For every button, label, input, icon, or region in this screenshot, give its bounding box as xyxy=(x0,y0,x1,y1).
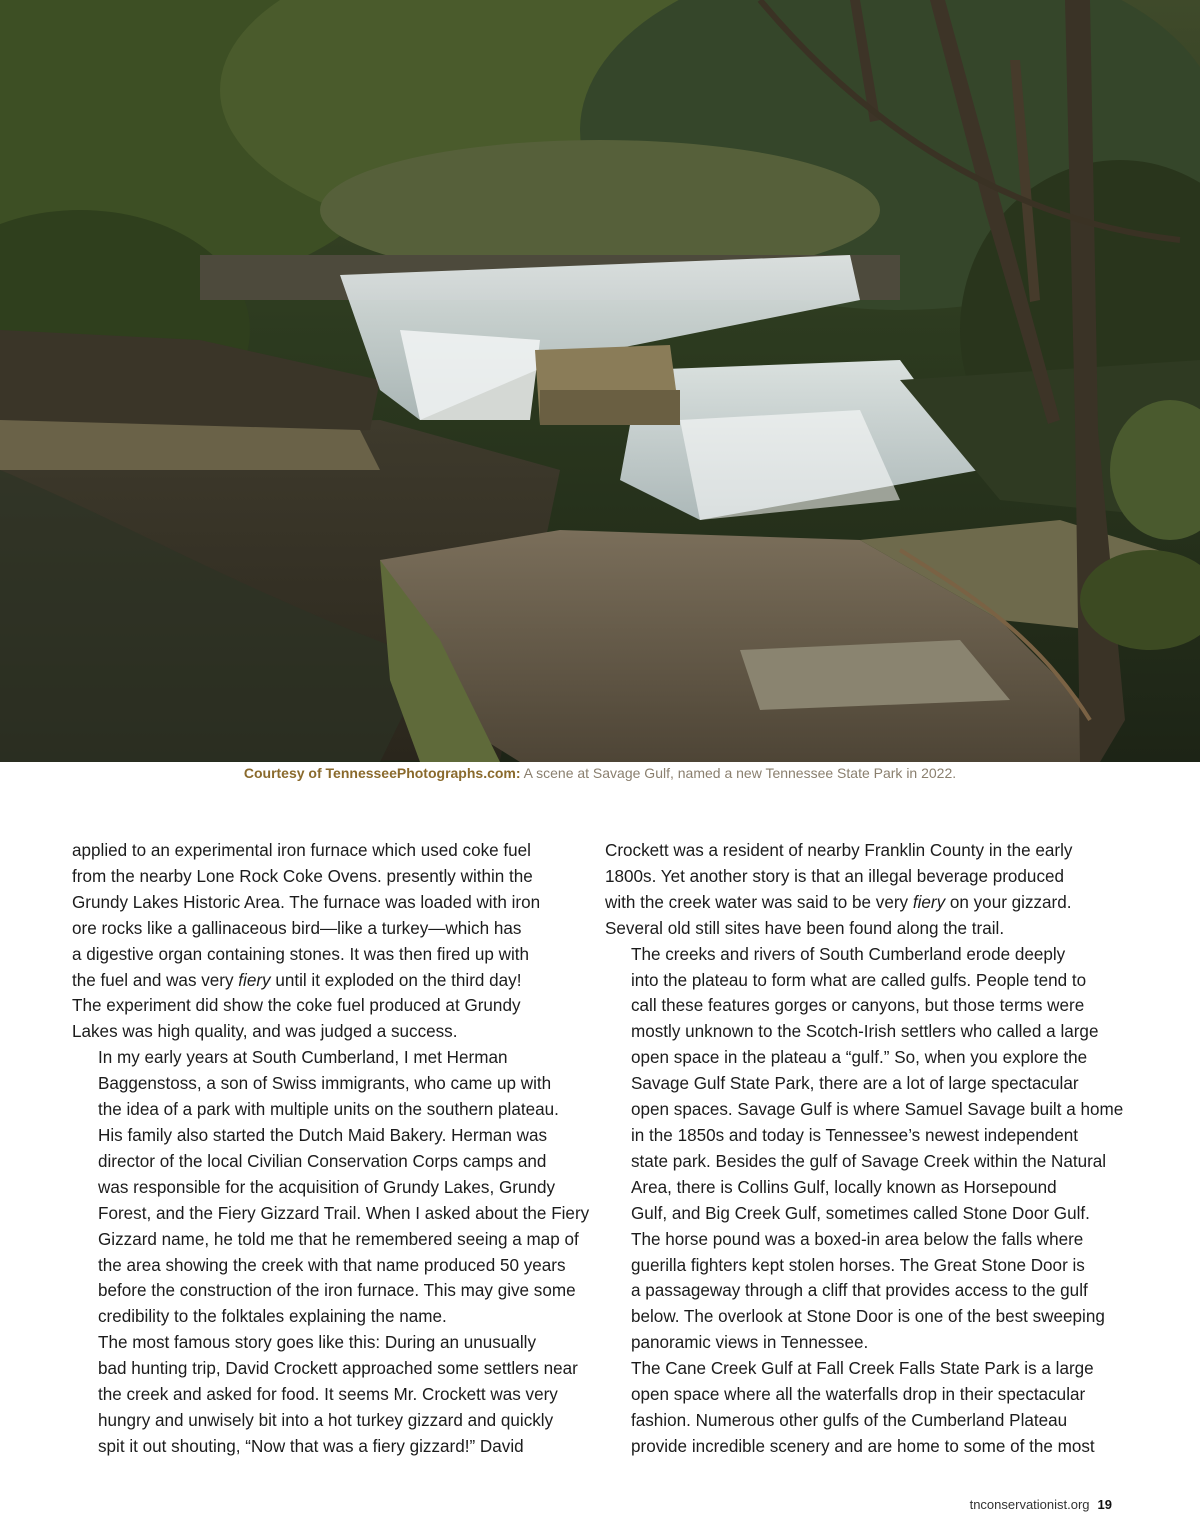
text-line: with the creek water was said to be very fiery on your gizzard. xyxy=(605,892,1072,912)
text-line: credibility to the folktales explaining the name. xyxy=(98,1307,447,1327)
text-line: Area, there is Collins Gulf, locally known as Horsepound xyxy=(631,1177,1057,1197)
text-line: a passageway through a cliff that provides access to the gulf xyxy=(631,1281,1088,1301)
photo-credit: Courtesy of TennesseePhotographs.com: xyxy=(243,765,521,781)
text-line: Gizzard name, he told me that he remembered seeing a map of xyxy=(98,1229,579,1249)
paragraph xyxy=(605,942,1124,1357)
waterfall-photo xyxy=(0,0,1200,762)
text-line: Several old still sites have been found along the trail. xyxy=(605,918,1005,938)
website-url: tnconservationist.org xyxy=(969,1497,1090,1512)
text-line: call these features gorges or canyons, but those terms were xyxy=(631,996,1085,1016)
text-line: hungry and unwisely bit into a hot turkey gizzard and quickly xyxy=(98,1410,554,1430)
text-line: was responsible for the acquisition of Grundy Lakes, Grundy xyxy=(98,1177,556,1197)
text-line: panoramic views in Tennessee. xyxy=(631,1333,869,1353)
text-line: guerilla fighters kept stolen horses. The Great Stone Door is xyxy=(631,1255,1085,1275)
right-column xyxy=(605,838,1124,1460)
text-line: The creeks and rivers of South Cumberland erode deeply xyxy=(631,944,1066,964)
italic-word: fiery xyxy=(912,892,946,912)
text-line: the area showing the creek with that name produced 50 years xyxy=(98,1255,566,1275)
text-line: open space in the plateau a “gulf.” So, when you explore the xyxy=(631,1048,1088,1068)
text-line: director of the local Civilian Conservation Corps camps and xyxy=(98,1151,547,1171)
text-line: The Cane Creek Gulf at Fall Creek Falls State Park is a large xyxy=(631,1359,1094,1379)
text-line: the fuel and was very fiery until it exploded on the third day! xyxy=(72,970,522,990)
text-line: open spaces. Savage Gulf is where Samuel Savage built a home xyxy=(631,1100,1124,1120)
italic-word: fiery xyxy=(238,970,271,990)
text-line: bad hunting trip, David Crockett approached some settlers near xyxy=(98,1359,578,1379)
text-line: the idea of a park with multiple units on the southern plateau. xyxy=(98,1100,559,1120)
text-line: The most famous story goes like this: During an unusually xyxy=(98,1333,536,1353)
text-line: from the nearby Lone Rock Coke Ovens. presently within the xyxy=(72,866,533,886)
paragraph xyxy=(72,838,592,1045)
caption-text: A scene at Savage Gulf, named a new Tennessee State Park in 2022. xyxy=(520,765,957,781)
text-line: Forest, and the Fiery Gizzard Trail. When I asked about the Fiery xyxy=(98,1203,590,1223)
text-line: before the construction of the iron furnace. This may give some xyxy=(98,1281,576,1301)
paragraph xyxy=(72,1330,592,1460)
text-line: applied to an experimental iron furnace which used coke fuel xyxy=(72,841,531,860)
page-footer xyxy=(970,1497,1112,1512)
text-line: below. The overlook at Stone Door is one of the best sweeping xyxy=(631,1307,1105,1327)
text-line: Lakes was high quality, and was judged a success. xyxy=(72,1022,458,1042)
left-column xyxy=(72,838,592,1460)
text-line: Gulf, and Big Creek Gulf, sometimes called Stone Door Gulf. xyxy=(631,1203,1090,1223)
text-line: provide incredible scenery and are home to some of the most xyxy=(631,1436,1095,1456)
text-line: Savage Gulf State Park, there are a lot of large spectacular xyxy=(631,1074,1079,1094)
text-line: the creek and asked for food. It seems Mr. Crockett was very xyxy=(98,1385,558,1405)
text-line: open space where all the waterfalls drop in their spectacular xyxy=(631,1385,1086,1405)
paragraph xyxy=(72,1045,592,1330)
text-line: fashion. Numerous other gulfs of the Cumberland Plateau xyxy=(631,1410,1068,1430)
text-line: The horse pound was a boxed-in area below the falls where xyxy=(631,1229,1084,1249)
text-line: Crockett was a resident of nearby Franklin County in the early xyxy=(605,841,1073,860)
text-line: a digestive organ containing stones. It was then fired up with xyxy=(72,944,530,964)
text-line: In my early years at South Cumberland, I met Herman xyxy=(98,1048,508,1068)
text-line: The experiment did show the coke fuel produced at Grundy xyxy=(72,996,521,1016)
page-number: 19 xyxy=(1097,1497,1112,1512)
text-line: ore rocks like a gallinaceous bird—like a turkey—which has xyxy=(72,918,522,938)
text-line: state park. Besides the gulf of Savage Creek within the Natural xyxy=(631,1151,1107,1171)
text-line: 1800s. Yet another story is that an illegal beverage produced xyxy=(605,866,1065,886)
text-line: Baggenstoss, a son of Swiss immigrants, who came up with xyxy=(98,1074,552,1094)
text-line: Grundy Lakes Historic Area. The furnace was loaded with iron xyxy=(72,892,541,912)
photo-caption xyxy=(0,765,1200,781)
text-line: His family also started the Dutch Maid Bakery. Herman was xyxy=(98,1125,548,1145)
paragraph xyxy=(605,838,1115,942)
text-line: in the 1850s and today is Tennessee’s newest independent xyxy=(631,1125,1078,1145)
paragraph xyxy=(605,1356,1115,1460)
text-line: into the plateau to form what are called gulfs. People tend to xyxy=(631,970,1087,990)
text-line: mostly unknown to the Scotch-Irish settlers who called a large xyxy=(631,1022,1099,1042)
text-line: spit it out shouting, “Now that was a fiery gizzard!” David xyxy=(98,1436,524,1456)
